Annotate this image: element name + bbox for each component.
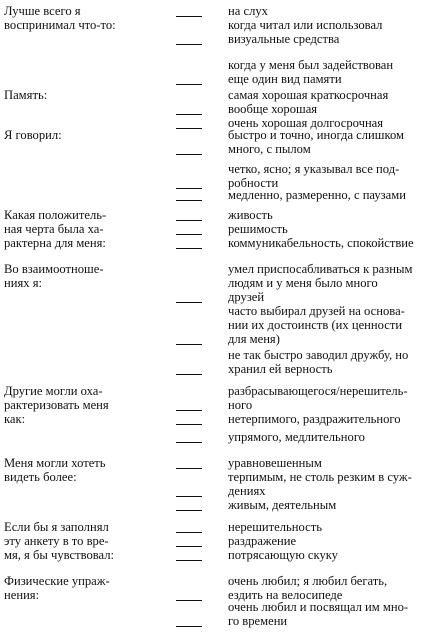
question-label: рактеризовать меня [4,398,109,412]
answer-option-text: для меня) [228,332,280,346]
question-label: ниях я: [4,276,43,290]
answer-blank[interactable] [176,128,202,129]
answer-blank[interactable] [176,374,202,375]
answer-blank[interactable] [176,248,202,249]
answer-option-text: коммуникабельность, спокойствие [228,236,414,250]
question-label: рактерна для меня: [4,236,106,250]
answer-option-text: го времени [228,614,288,628]
answer-option-text: нии их достоинств (их ценности [228,318,403,332]
answer-option-text: очень хорошая долгосрочная [228,116,384,130]
answer-option-text: упрямого, медлительного [228,430,365,444]
answer-option-text: когда у меня был задействован [228,58,394,72]
question-label: нения: [4,588,40,602]
question-label: Физические упраж- [4,574,110,588]
answer-option-text: терпимым, не столь резким в суж- [228,470,412,484]
answer-option-text: ездить на велосипеде [228,588,343,602]
answer-option-text: живым, деятельным [228,498,337,512]
answer-blank[interactable] [176,114,202,115]
question-label: Какая положитель- [4,208,107,222]
question-label: как: [4,412,26,426]
answer-option-text: друзей [228,290,265,304]
answer-blank[interactable] [176,44,202,45]
answer-option-text: еще один вид памяти [228,72,342,86]
answer-option-text: умел приспосабливаться к разным [228,262,413,276]
answer-option-text: решимость [228,222,288,236]
answer-option-text: ного [228,398,253,412]
answer-blank[interactable] [176,442,202,443]
answer-blank[interactable] [176,344,202,345]
answer-blank[interactable] [176,496,202,497]
answer-option-text: очень любил и посвящал им мно- [228,600,409,614]
answer-option-text: самая хорошая краткосрочная [228,88,389,102]
answer-option-text: визуальные средства [228,32,340,46]
answer-blank[interactable] [176,410,202,411]
answer-option-text: нерешительность [228,520,322,534]
question-label: Во взаимоотноше- [4,262,104,276]
question-label: ная черта была ха- [4,222,104,236]
question-label: эту анкету в то вре- [4,534,109,548]
answer-option-text: дениях [228,484,266,498]
answer-option-text: вообще хорошая [228,102,318,116]
question-label: Меня могли хотеть [4,456,106,470]
answer-option-text: раздражение [228,534,297,548]
answer-option-text: четко, ясно; я указывал все под- [228,162,400,176]
answer-blank[interactable] [176,560,202,561]
answer-blank[interactable] [176,546,202,547]
question-label: Лучше всего я [4,4,81,18]
answer-blank[interactable] [176,234,202,235]
answer-blank[interactable] [176,220,202,221]
question-label: Если бы я заполнял [4,520,109,534]
answer-blank[interactable] [176,16,202,17]
answer-option-text: не так быстро заводил дружбу, но [228,348,409,362]
answer-option-text: часто выбирал друзей на основа- [228,304,405,318]
question-label: мя, я бы чувствовал: [4,548,115,562]
answer-option-text: живость [228,208,273,222]
answer-blank[interactable] [176,626,202,627]
answer-blank[interactable] [176,302,202,303]
answer-option-text: потрясающую скуку [228,548,338,562]
answer-blank[interactable] [176,468,202,469]
answer-option-text: быстро и точно, иногда слишком [228,128,404,142]
question-label: воспринимал что-то: [4,18,116,32]
answer-blank[interactable] [176,510,202,511]
answer-option-text: когда читал или использовал [228,18,383,32]
answer-option-text: очень любил; я любил бегать, [228,574,388,588]
answer-blank[interactable] [176,154,202,155]
question-label: Память: [4,88,48,102]
question-label: Другие могли оха- [4,384,103,398]
answer-option-text: людям и у меня было много [228,276,378,290]
answer-blank[interactable] [176,424,202,425]
answer-option-text: медленно, размеренно, с паузами [228,188,406,202]
answer-option-text: уравновешенным [228,456,322,470]
question-label: Я говорил: [4,128,62,142]
answer-blank[interactable] [176,200,202,201]
question-label: видеть более: [4,470,77,484]
answer-blank[interactable] [176,84,202,85]
answer-option-text: много, с пылом [228,142,311,156]
answer-option-text: робности [228,176,279,190]
answer-option-text: хранил ей верность [228,362,333,376]
answer-option-text: разбрасывающегося/нерешитель- [228,384,408,398]
answer-blank[interactable] [176,532,202,533]
answer-option-text: на слух [228,4,268,18]
answer-option-text: нетерпимого, раздражительного [228,412,401,426]
answer-blank[interactable] [176,188,202,189]
answer-blank[interactable] [176,600,202,601]
